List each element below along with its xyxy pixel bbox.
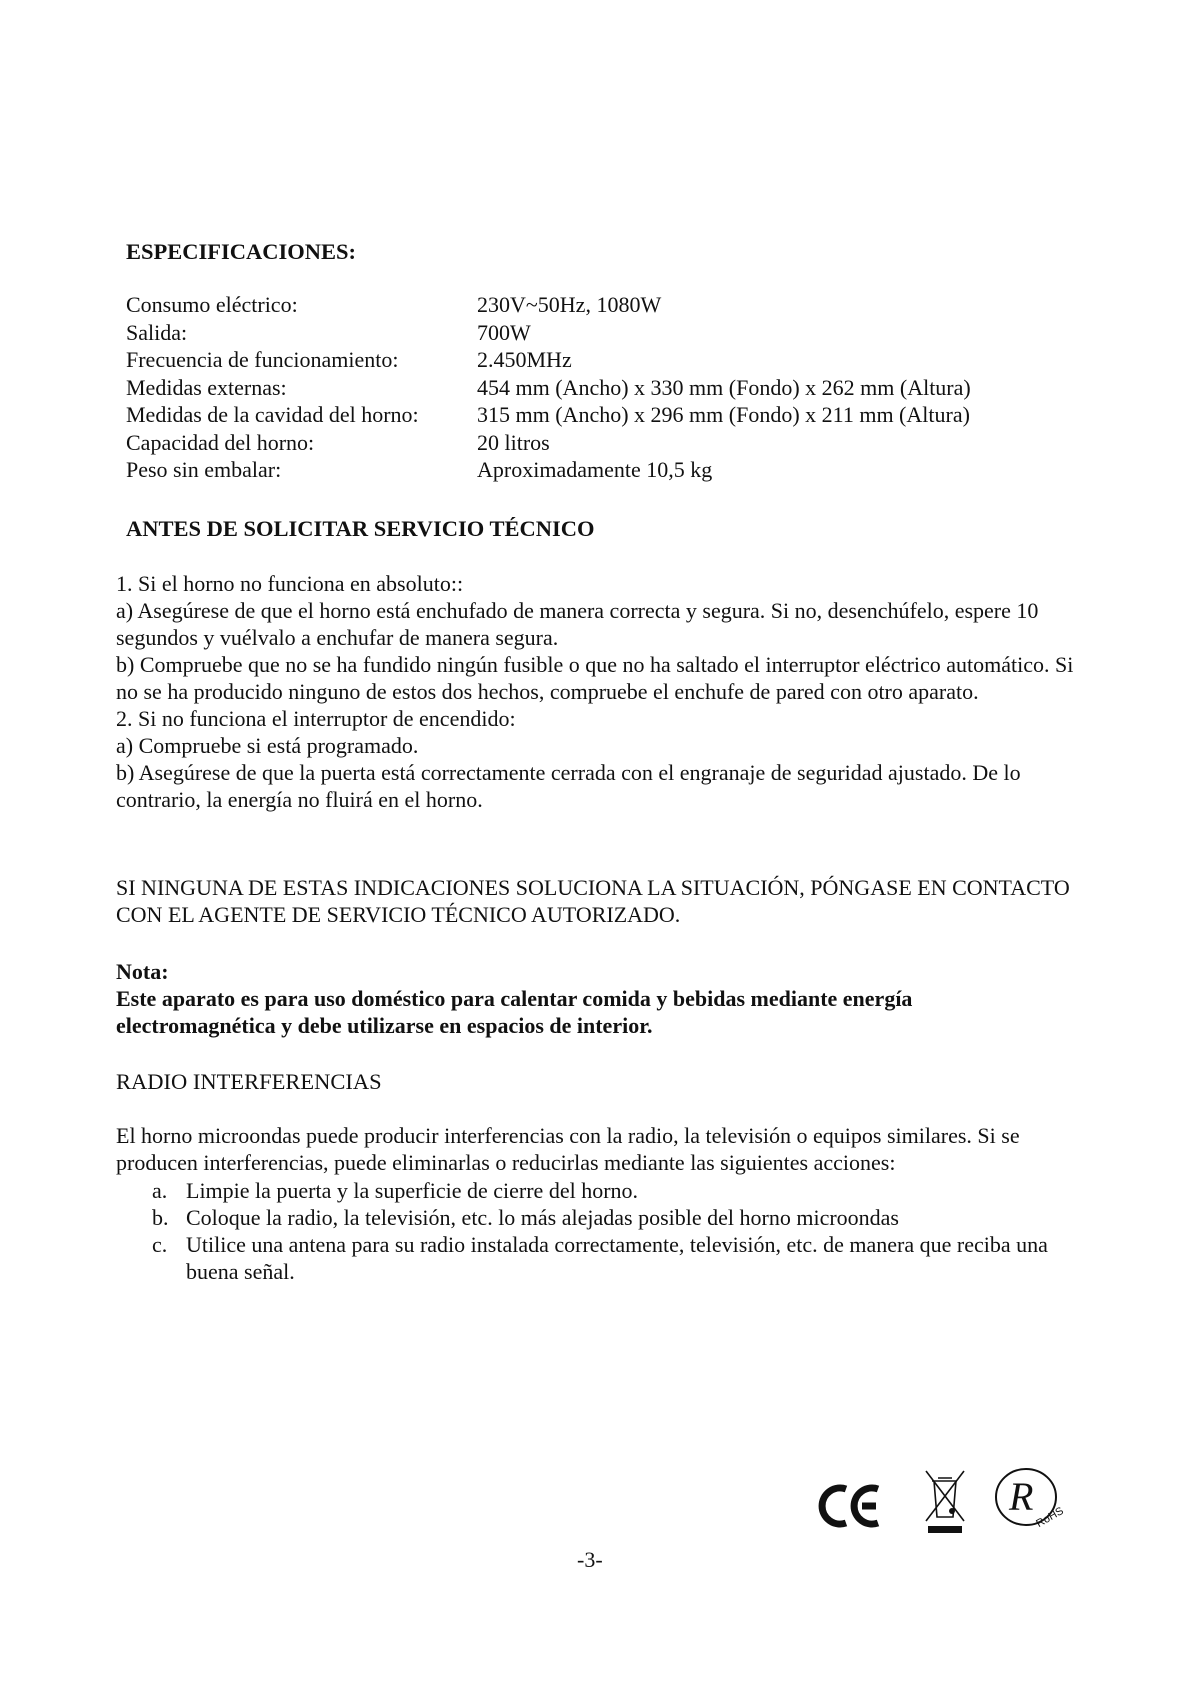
service-line: 2. Si no funciona el interruptor de encendido: [116,706,516,731]
spec-label: Capacidad del horno: [126,429,315,455]
list-item [146,1177,1066,1204]
ce-mark-icon [822,1488,878,1524]
spec-label: Peso sin embalar: [126,457,282,482]
spec-label: Frecuencia de funcionamiento: [126,347,399,372]
list-item-text: Utilice una antena para su radio instalada correctamente, televisión, etc. de manera que reciba una buena señal. [186,1232,1048,1284]
service-heading: ANTES DE SOLICITAR SERVICIO TÉCNICO [126,516,595,541]
table-row [126,456,1126,484]
rohs-icon [996,1469,1066,1530]
table-row [126,429,1126,457]
list-item-text: Coloque la radio, la televisión, etc. lo más alejadas posible del horno microondas [186,1205,899,1230]
rohs-r-text: R [1009,1474,1034,1519]
table-row [126,401,1126,429]
weee-bin-icon [926,1471,964,1533]
specs-table [126,291,1126,484]
radio-actions-list [146,1177,1066,1285]
service-line: a) Compruebe si está programado. [116,733,419,758]
certification-marks [816,1465,1076,1537]
service-line: b) Compruebe que no se ha fundido ningún fusible o que no ha saltado el interruptor eléctrico automático. Si no se ha producido ninguno de estos dos hechos, compruebe el enchufe de pared con otro aparato. [116,652,1074,704]
service-line: 1. Si el horno no funciona en absoluto:: [116,571,464,596]
service-line: b) Asegúrese de que la puerta está correctamente cerrada con el engranaje de seguridad ajustado. De lo contrario, la energía no fluirá en el horno. [116,760,1021,812]
spec-value: 20 litros [477,429,550,455]
list-marker: b. [152,1205,169,1230]
rohs-label: RoHS [1034,1504,1066,1531]
table-row [126,319,1126,347]
table-row [126,346,1126,374]
note-text: Este aparato es para uso doméstico para calentar comida y bebidas mediante energía electromagnética y debe utilizarse en espacios de interior. [116,986,913,1038]
spec-label: Consumo eléctrico: [126,292,298,317]
list-item [146,1204,1066,1231]
spec-label: Medidas de la cavidad del horno: [126,402,419,427]
spec-value: 230V~50Hz, 1080W [477,292,662,317]
specs-heading: ESPECIFICACIONES: [126,239,357,264]
note-title: Nota: [116,959,169,984]
list-item [146,1231,1066,1285]
spec-value: 315 mm (Ancho) x 296 mm (Fondo) x 211 mm (Altura) [477,402,970,427]
radio-heading: RADIO INTERFERENCIAS [116,1069,382,1094]
page-number: -3- [577,1547,603,1572]
service-steps [116,570,1091,813]
spec-value: 454 mm (Ancho) x 330 mm (Fondo) x 262 mm (Altura) [477,374,971,400]
spec-value: 700W [477,319,531,345]
spec-label: Medidas externas: [126,374,287,400]
service-warning: SI NINGUNA DE ESTAS INDICACIONES SOLUCIONA LA SITUACIÓN, PÓNGASE EN CONTACTO CON EL AGENTE DE SERVICIO TÉCNICO AUTORIZADO. [116,875,1070,927]
table-row [126,291,1126,319]
service-line: a) Asegúrese de que el horno está enchufado de manera correcta y segura. Si no, desenchúfelo, espere 10 segundos y vuélvalo a enchufar de manera segura. [116,598,1039,650]
radio-intro: El horno microondas puede producir interferencias con la radio, la televisión o equipos similares. Si se producen interferencias, puede eliminarlas o reducirlas mediante las siguientes acciones: [116,1123,1020,1175]
spec-label: Salida: [126,319,188,345]
list-marker: a. [152,1178,168,1203]
spec-value: Aproximadamente 10,5 kg [477,457,713,482]
table-row [126,374,1126,402]
list-item-text: Limpie la puerta y la superficie de cierre del horno. [186,1178,639,1203]
spec-value: 2.450MHz [477,347,572,372]
list-marker: c. [152,1232,168,1257]
